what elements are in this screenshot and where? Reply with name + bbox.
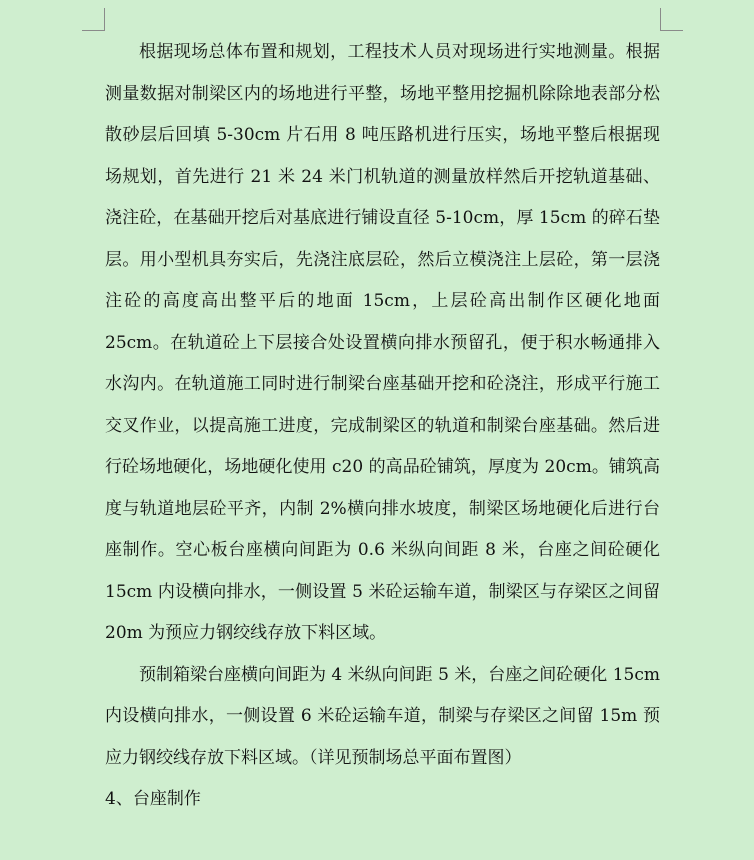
margin-corner-mark-right	[660, 8, 683, 31]
margin-corner-mark-left	[82, 8, 105, 31]
paragraph-box-girder-pedestal: 预制箱梁台座横向间距为 4 米纵向间距 5 米，台座之间砼硬化 15cm 内设横向排水，一侧设置 6 米砼运输车道，制梁与存梁区之间留 15m 预应力钢绞线存放下料区域。（详见预制场总平面布置图）	[105, 664, 660, 768]
paragraph-site-leveling: 根据现场总体布置和规划，工程技术人员对现场进行实地测量。根据测量数据对制梁区内的场地进行平整，场地平整用挖掘机除除地表部分松散砂层后回填 5-30cm 片石用 8 吨压路机进行压实，场地平整后根据现场规划，首先进行 21 米 24 米门机轨道的测量放样然后开挖轨道基础、浇注砼，在基础开挖后对基底进行铺设直径 5-10cm，厚 15cm 的碎石垫层。用小型机具夯实后，先浇注底层砼，然后立模浇注上层砼，第一层浇注砼的高度高出整平后的地面 15cm，上层砼高出制作区硬化地面 25cm。在轨道砼上下层接合处设置横向排水预留孔，便于积水畅通排入水沟内。在轨道施工同时进行制梁台座基础开挖和砼浇注，形成平行施工交叉作业，以提高施工进度，完成制梁区的轨道和制梁台座基础。然后进行砼场地硬化，场地硬化使用 c20 的高品砼铺筑，厚度为 20cm。铺筑高度与轨道地层砼平齐，内制 2%横向排水坡度，制梁区场地硬化后进行台座制作。空心板台座横向间距为 0.6 米纵向间距 8 米，台座之间砼硬化 15cm 内设横向排水，一侧设置 5 米砼运输车道，制梁区与存梁区之间留 20m 为预应力钢绞线存放下料区域。	[105, 42, 660, 643]
document-body[interactable]	[105, 32, 660, 821]
section-heading: 4、台座制作	[105, 789, 201, 809]
